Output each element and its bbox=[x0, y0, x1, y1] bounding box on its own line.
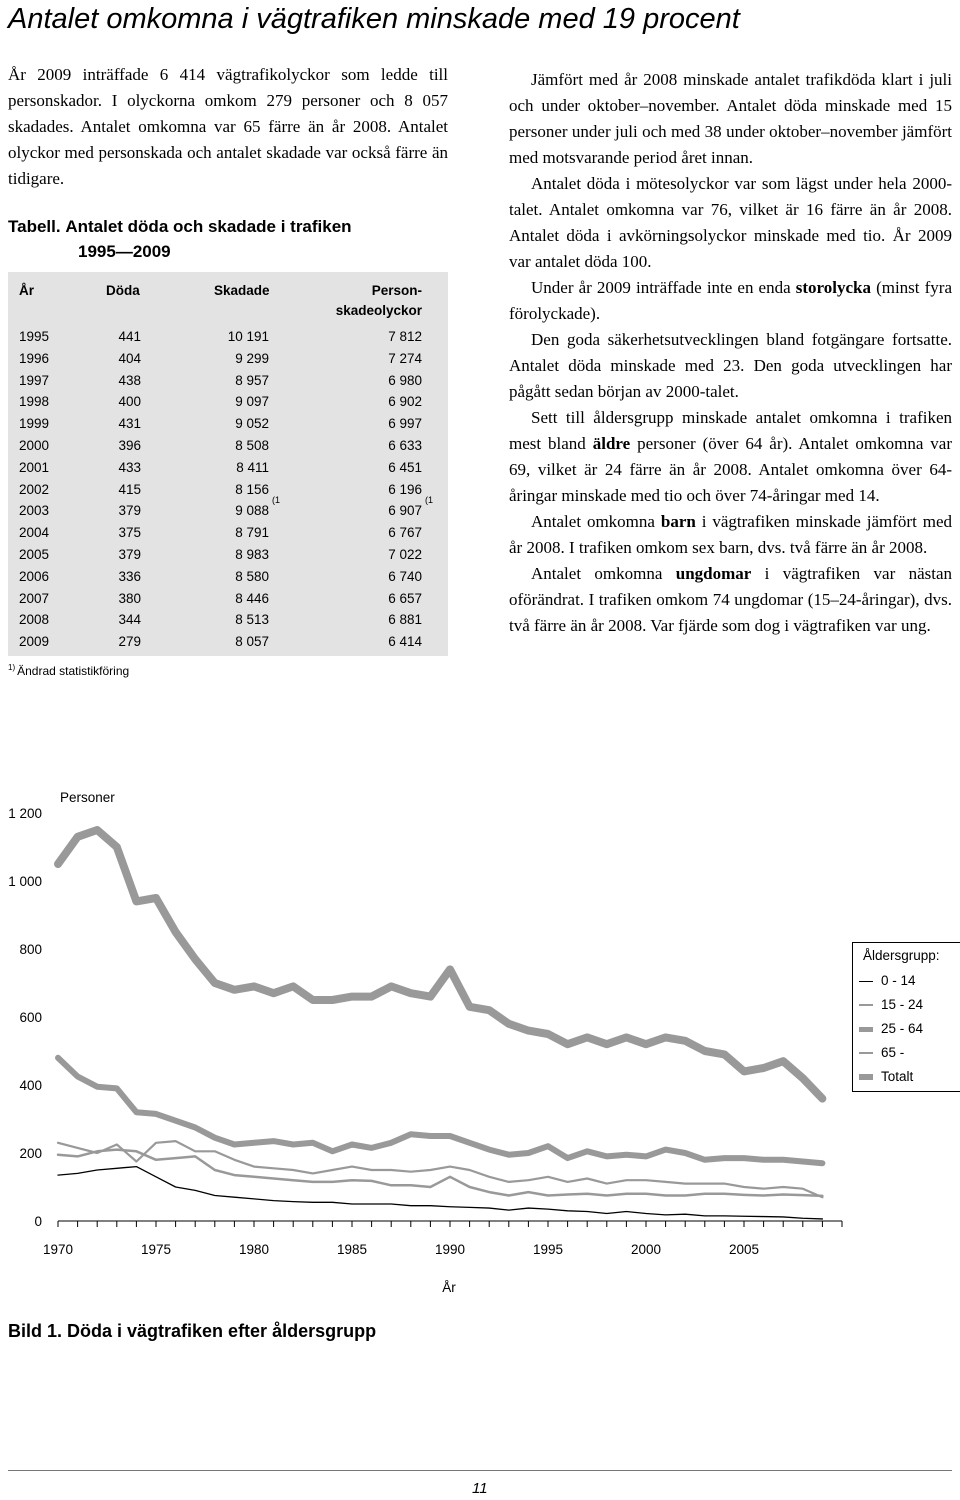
cell-person: 6 881 bbox=[388, 612, 422, 628]
cell-year: 2001 bbox=[19, 459, 50, 475]
series-line-25-64 bbox=[58, 1058, 822, 1163]
cell-person: 7 022 bbox=[388, 547, 422, 562]
cell-doda: 396 bbox=[118, 438, 141, 453]
cell-doda: 438 bbox=[118, 372, 141, 388]
table-subtitle: 1995—2009 bbox=[78, 242, 171, 261]
y-tick-label: 200 bbox=[19, 1146, 42, 1161]
footer-rule bbox=[8, 1470, 952, 1471]
table-row bbox=[8, 413, 448, 435]
cell-year: 1997 bbox=[19, 372, 50, 388]
footnote-marker: (1 bbox=[272, 495, 281, 506]
x-tick-label: 2005 bbox=[728, 1242, 760, 1257]
x-tick-label: 1970 bbox=[42, 1242, 74, 1257]
series-line-Totalt bbox=[58, 830, 822, 1099]
cell-skadade: 8 156 bbox=[235, 481, 269, 497]
legend-title: Åldersgrupp: bbox=[863, 948, 940, 963]
table-header-doda: Döda bbox=[106, 283, 140, 298]
x-tick-label: 1980 bbox=[238, 1242, 270, 1257]
x-tick-label: 2000 bbox=[630, 1242, 662, 1257]
y-tick-label: 800 bbox=[19, 942, 42, 957]
table-row bbox=[8, 435, 448, 457]
cell-skadade: 8 580 bbox=[235, 568, 269, 584]
page-title: Antalet omkomna i vägtrafiken minskade med 19 procent bbox=[8, 3, 740, 35]
x-tick-label: 1990 bbox=[434, 1242, 466, 1257]
cell-person: 6 902 bbox=[388, 394, 422, 410]
paragraph-collisions: Antalet döda i mötesolyckor var som lägst under hela 2000-talet. Antalet omkomna var 76, vilket är 16 färre än år 2008. Antalet döda i avkörningsolyckor minskade med tio. År 2009 var antalet döda 100. bbox=[509, 174, 952, 271]
figure-caption: Bild 1. Döda i vägtrafiken efter åldersgrupp bbox=[8, 1321, 377, 1341]
intro-paragraph: År 2009 inträffade 6 414 vägtrafikolyckor som ledde till personskador. I olyckorna omkom 279 personer och 8 057 skadades. Antalet omkomna var 65 färre än år 2008. Antalet olyckor med personskada och antalet skadade var också färre än tidigare. bbox=[8, 65, 448, 188]
cell-person: 6 740 bbox=[388, 568, 422, 584]
cell-skadade: 8 446 bbox=[235, 590, 269, 606]
y-tick-label: 1 200 bbox=[8, 806, 42, 821]
legend-swatch bbox=[859, 1004, 873, 1006]
cell-person: 6 451 bbox=[388, 459, 422, 475]
x-tick-label: 1995 bbox=[532, 1242, 564, 1257]
paragraph-monthly: Jämfört med år 2008 minskade antalet trafikdöda klart i juli och under oktober–november. Antalet döda minskade med 15 personer under juli och med 38 under oktober–november jämfört med motsvarande period året innan. bbox=[509, 70, 952, 167]
cell-skadade: 10 191 bbox=[227, 329, 269, 344]
cell-doda: 404 bbox=[118, 350, 141, 366]
paragraph-children: Antalet omkomna barn i vägtrafiken minskade jämfört med år 2008. I trafiken omkom sex barn, dvs. två färre än år 2008. bbox=[509, 512, 952, 557]
cell-person: 6 907 (1 bbox=[388, 495, 434, 519]
table-footnote: $^{1)}$ Ändrad statistikföring bbox=[8, 663, 130, 678]
statistics-table bbox=[8, 272, 448, 656]
legend-label: 25 - 64 bbox=[881, 1021, 924, 1036]
cell-doda: 380 bbox=[118, 590, 141, 606]
cell-year: 1998 bbox=[19, 394, 50, 410]
cell-year: 2000 bbox=[19, 438, 50, 453]
cell-year: 2006 bbox=[19, 568, 50, 584]
legend-item bbox=[853, 1019, 960, 1039]
cell-skadade: 8 057 bbox=[235, 634, 269, 650]
table-row bbox=[8, 609, 448, 631]
table-row bbox=[8, 391, 448, 413]
table-row bbox=[8, 326, 448, 348]
table-row bbox=[8, 457, 448, 479]
cell-person: 7 274 bbox=[388, 350, 422, 366]
legend-item bbox=[853, 1067, 960, 1087]
cell-person: 6 657 bbox=[388, 590, 422, 606]
age-group-line-chart bbox=[0, 760, 960, 1320]
table-title: Antalet döda och skadade i trafiken bbox=[65, 217, 352, 236]
cell-person: 6 414 bbox=[388, 634, 422, 650]
x-tick-label: 1985 bbox=[336, 1242, 368, 1257]
legend-swatch bbox=[859, 1074, 873, 1080]
cell-skadade: 8 791 bbox=[235, 525, 269, 541]
cell-skadade: 8 513 bbox=[235, 612, 269, 628]
cell-year: 1995 bbox=[19, 329, 50, 344]
cell-skadade: 8 508 bbox=[235, 438, 269, 453]
paragraph-youth: Antalet omkomna ungdomar i vägtrafiken var nästan oförändrat. I trafiken omkom 74 ungdomar (15–24-åringar), dvs. två färre än år 2008. Var fjärde som dog i vägtrafiken var ung. bbox=[509, 564, 953, 635]
y-tick-label: 400 bbox=[19, 1078, 42, 1093]
legend-label: 65 - bbox=[881, 1045, 905, 1060]
table-header-person: Person- skadeolyckor bbox=[335, 283, 422, 318]
cell-year: 1999 bbox=[19, 416, 50, 432]
table-row bbox=[8, 479, 448, 501]
table-row bbox=[8, 522, 448, 544]
legend-item bbox=[853, 971, 960, 991]
cell-year: 1996 bbox=[19, 350, 50, 366]
cell-doda: 375 bbox=[118, 525, 141, 541]
table-row bbox=[8, 495, 448, 522]
cell-person: 6 980 bbox=[388, 372, 422, 388]
legend-item bbox=[853, 1043, 960, 1063]
cell-skadade: 9 299 bbox=[235, 350, 269, 366]
cell-skadade: 9 097 bbox=[235, 394, 269, 410]
cell-year: 2007 bbox=[19, 590, 50, 606]
cell-doda: 344 bbox=[118, 612, 141, 628]
cell-skadade: 8 983 bbox=[235, 547, 269, 562]
legend-swatch bbox=[859, 1052, 873, 1054]
intro-column bbox=[8, 62, 448, 192]
table-label: Tabell. bbox=[8, 217, 61, 236]
page-number: 11 bbox=[472, 1480, 488, 1497]
cell-skadade: 8 411 bbox=[236, 459, 269, 475]
cell-doda: 433 bbox=[118, 459, 141, 475]
cell-year: 2009 bbox=[19, 634, 50, 650]
cell-doda: 431 bbox=[118, 416, 141, 432]
series-line-65 bbox=[58, 1141, 822, 1197]
y-tick-label: 1 000 bbox=[8, 874, 42, 889]
legend-item bbox=[853, 995, 960, 1015]
y-tick-label: 0 bbox=[34, 1214, 42, 1229]
table-row bbox=[8, 588, 448, 610]
cell-year: 2004 bbox=[19, 525, 50, 541]
x-axis-label: År bbox=[442, 1280, 456, 1295]
table-row bbox=[8, 370, 448, 392]
table-caption bbox=[8, 214, 448, 264]
cell-doda: 279 bbox=[118, 634, 141, 650]
cell-doda: 379 bbox=[118, 547, 141, 562]
legend-label: 15 - 24 bbox=[881, 997, 924, 1012]
cell-person: 6 633 bbox=[388, 438, 422, 453]
cell-person: 7 812 bbox=[388, 329, 422, 344]
legend-label: 0 - 14 bbox=[881, 973, 916, 988]
y-tick-label: 600 bbox=[19, 1010, 42, 1025]
cell-skadade: 9 088 (1 bbox=[235, 495, 281, 519]
cell-year: 2002 bbox=[19, 481, 50, 497]
table-row bbox=[8, 566, 448, 588]
cell-year: 2005 bbox=[19, 547, 50, 562]
cell-skadade: 8 957 bbox=[235, 372, 269, 388]
legend-swatch bbox=[859, 1027, 873, 1032]
footnote-marker: (1 bbox=[425, 495, 434, 506]
table-header-skadade: Skadade bbox=[214, 283, 270, 298]
table-row bbox=[8, 544, 448, 566]
cell-doda: 336 bbox=[118, 568, 141, 584]
cell-skadade: 9 052 bbox=[235, 416, 269, 432]
legend-label: Totalt bbox=[881, 1069, 914, 1084]
cell-doda: 379 bbox=[118, 503, 141, 519]
cell-doda: 415 bbox=[118, 481, 141, 497]
paragraph-major-accident: Under år 2009 inträffade inte en enda storolycka (minst fyra förolyckade). bbox=[509, 278, 952, 323]
cell-doda: 400 bbox=[118, 394, 141, 410]
paragraph-elderly: Sett till åldersgrupp minskade antalet omkomna i trafiken mest bland äldre personer (över 64 år). Antalet omkomna var 69, vilket är 24 färre än år 2008. Antalet omkomna över 64-åringar minskade med tio och över 74-åringar med 14. bbox=[509, 408, 952, 505]
y-axis-label: Personer bbox=[60, 790, 115, 805]
paragraph-pedestrians: Den goda säkerhetsutvecklingen bland fotgängare fortsatte. Antalet döda minskade med 23. Den goda utvecklingen har pågått sedan början av 2000-talet. bbox=[509, 330, 952, 401]
cell-doda: 441 bbox=[118, 329, 141, 344]
body-column bbox=[509, 67, 952, 639]
cell-person: 6 767 bbox=[388, 525, 422, 541]
x-tick-label: 1975 bbox=[140, 1242, 172, 1257]
cell-year: 2003 bbox=[19, 503, 50, 519]
cell-person: 6 196 bbox=[388, 481, 422, 497]
cell-year: 2008 bbox=[19, 612, 50, 628]
table-row bbox=[8, 631, 448, 653]
table-header-year: År bbox=[19, 283, 35, 298]
chart-legend bbox=[852, 942, 960, 1092]
legend-swatch bbox=[859, 981, 873, 982]
cell-person: 6 997 bbox=[388, 416, 422, 432]
table-row bbox=[8, 348, 448, 370]
